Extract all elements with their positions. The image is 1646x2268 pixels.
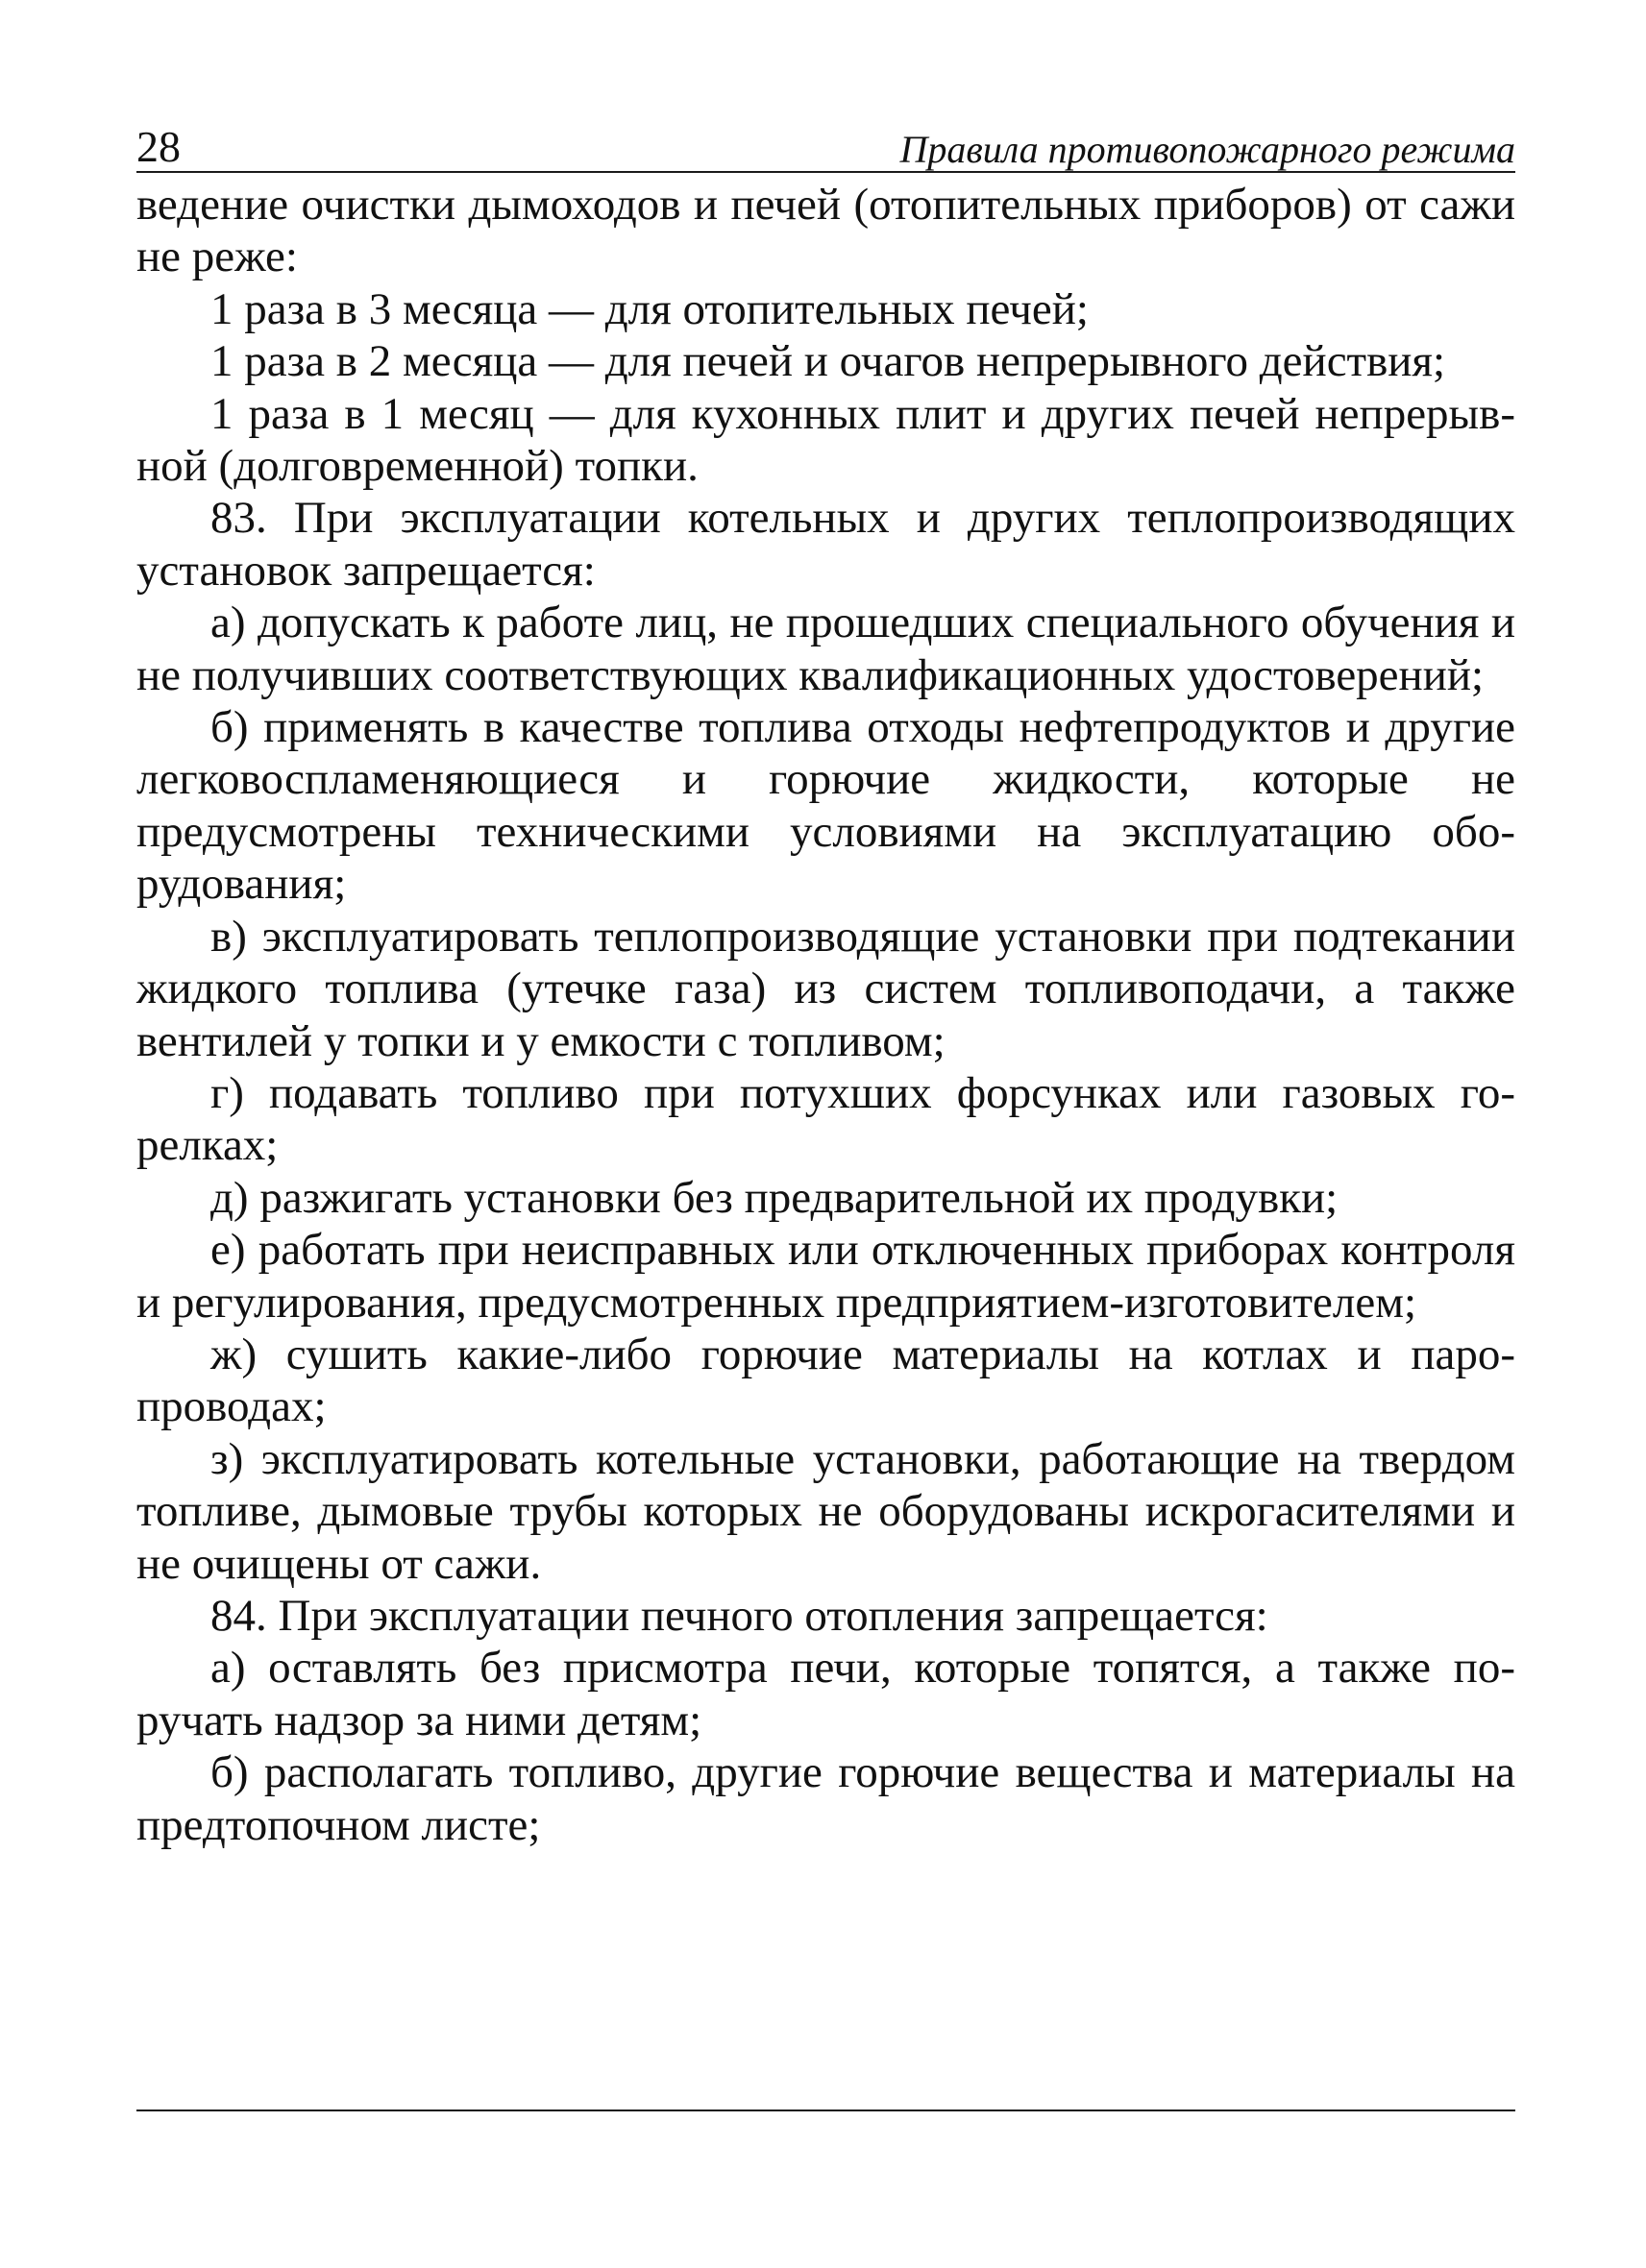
document-page: [136, 123, 1515, 1851]
list-item: б) располагать топливо, другие горючие вещества и материалы на предтопочном листе;: [136, 1747, 1515, 1850]
list-item: б) применять в качестве топлива отходы нефтепродуктов и другие легковоспламеняющиеся и горючие жидкости, которые не предусмотрены техническими условиями на эксплуатацию оборудования;: [136, 702, 1515, 910]
paragraph-continuation: ведение очистки дымоходов и печей (отопительных приборов) от сажи не реже:: [136, 180, 1515, 282]
list-item: д) разжигать установки без предварительной их продувки;: [210, 1172, 1339, 1223]
list-item: 1 раза в 2 месяца — для печей и очагов непрерывного действия;: [210, 336, 1446, 387]
list-item: 1 раза в 1 месяц — для кухонных плит и других печей непрерывной (долговременной) топки.: [136, 388, 1515, 492]
running-header: [136, 123, 1515, 173]
body-text: [136, 179, 1515, 1851]
running-title: Правила противопожарного режима: [899, 128, 1515, 171]
footer-rule: [136, 2109, 1515, 2111]
list-item: а) оставлять без присмотра печи, которые топятся, а также поручать надзор за ними детям;: [136, 1643, 1515, 1745]
section-84-intro: 84. При эксплуатации печного отопления запрещается:: [210, 1590, 1268, 1641]
list-item: з) эксплуатировать котельные установки, работающие на твердом топливе, дымовые трубы которых не оборудованы искрогасителями и не очищены от сажи.: [136, 1433, 1515, 1589]
page-number: 28: [136, 122, 181, 171]
list-item: а) допускать к работе лиц, не прошедших специального обучения и не получивших соответствующих квалификационных удостоверений;: [136, 597, 1515, 700]
list-item: ж) сушить какие-либо горючие материалы на котлах и паропроводах;: [136, 1329, 1515, 1432]
list-item: г) подавать топливо при потухших форсунках или газовых горелках;: [136, 1067, 1515, 1171]
section-83-intro: 83. При эксплуатации котельных и других теплопроизводящих установок запрещается:: [136, 493, 1515, 596]
list-item: 1 раза в 3 месяца — для отопительных печей;: [210, 283, 1089, 334]
list-item: в) эксплуатировать теплопроизводящие установки при подтекании жидкого топлива (утечке газа) из систем топливоподачи, а также вентилей у топки и у емкости с топливом;: [136, 911, 1515, 1066]
list-item: е) работать при неисправных или отключенных приборах контроля и регулирования, предусмотренных предприятием-изготовителем;: [136, 1225, 1515, 1328]
